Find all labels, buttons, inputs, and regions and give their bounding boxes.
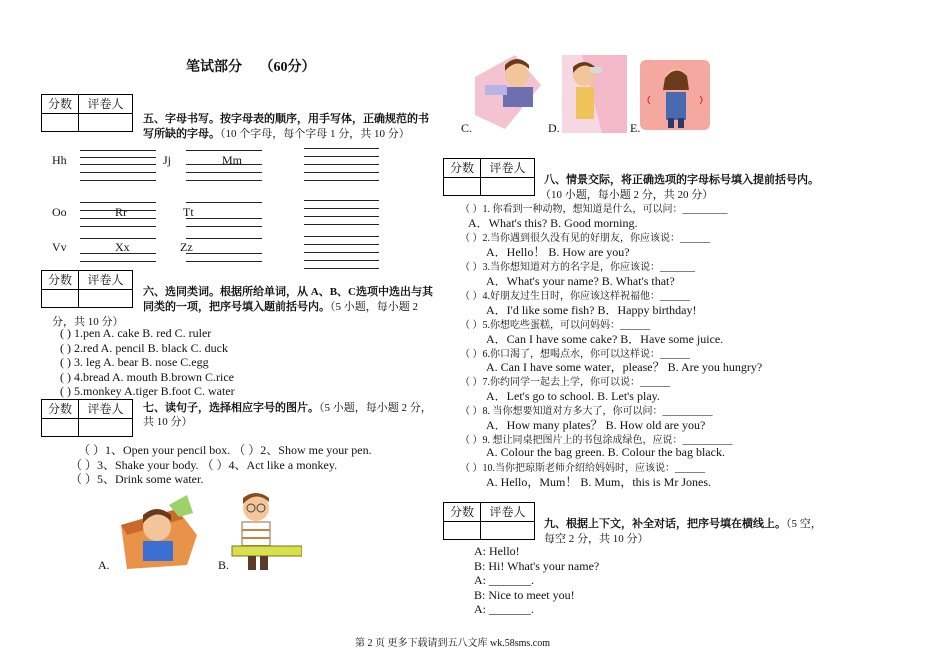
girl-shaking-image (640, 60, 710, 130)
picture-label-e: E. (630, 121, 641, 135)
section-6-note: 同类的一项，把序号填入题前括号内。（5 小题，每小题 2 (143, 301, 418, 313)
section-7-note2: 共 10 分） (143, 416, 193, 428)
section-5-title: 五、字母书写。按字母表的顺序，用手写体，正确规范的书 (143, 113, 429, 125)
question: （ ）2.当你遇到很久没有见的好朋友，你应该说：______ (460, 233, 710, 244)
section-7-line: （ ）3、Shake your body. （ ）4、Act like a monkey. (70, 458, 338, 472)
picture-label-c: C. (461, 121, 473, 135)
picture-label-a: A. (98, 558, 110, 572)
question: （ ）4.好朋友过生日时，你应该这样祝福他：______ (460, 291, 690, 302)
answer-options: A. Colour the bag green. B. Colour the bag black. (486, 445, 725, 459)
letter-xx: Xx (115, 240, 130, 254)
dialogue-line: B: Hi! What's your name? (474, 559, 600, 573)
picture-label-b: B. (218, 558, 230, 572)
answer-options: A．Hello！ B. How are you? (486, 245, 630, 259)
letter-mm: Mm (222, 153, 243, 167)
section-8-title: 八、情景交际，将正确选项的字母标号填入提前括号内。 (544, 174, 819, 186)
dialogue-line: B: Nice to meet you! (474, 588, 575, 602)
dialogue-line: A: Hello! (474, 544, 520, 558)
answer-options: A. Hello，Mum！ B. Mum，this is Mr Jones. (486, 475, 712, 489)
score-box-7: 分数 评卷人 (41, 399, 133, 437)
girl-drinking-image (562, 55, 627, 133)
answer-options: A．I'd like some fish? B．Happy birthday! (486, 303, 697, 317)
answer-options: A．Can I have some cake? B．Have some juice. (486, 332, 724, 346)
letter-zz: Zz (180, 240, 193, 254)
dialogue-line: A: _______. (474, 573, 534, 587)
section-6-title: 六、选同类词。根据所给单词，从 A、B、C选项中选出与其 (143, 286, 433, 298)
boy-pencil-image (230, 490, 302, 572)
letter-vv: Vv (52, 240, 67, 254)
section-9-note2: 每空 2 分，共 10 分） (544, 533, 649, 545)
list-item: ( ) 5.monkey A.tiger B.foot C. water (60, 384, 235, 398)
score-box-6: 分数 评卷人 (41, 270, 133, 308)
list-item: ( ) 3. leg A. bear B. nose C.egg (60, 355, 209, 369)
question: （ ）5.你想吃些蛋糕，可以问妈妈：______ (460, 320, 650, 331)
boy-box-image (117, 495, 199, 571)
question: （ ）9. 想让同桌把图片上的书包涂成绿色，应说：__________ (460, 435, 733, 446)
section-7-line: （ ）1、Open your pencil box. （ ）2、Show me your pen. (78, 443, 372, 457)
page-footer: 第 2 页 更多下载请到五八文库 wk.58sms.com (355, 638, 550, 649)
letter-hh: Hh (52, 153, 67, 167)
question: （ ）10.当你把琼斯老师介绍给妈妈时，应该说：______ (460, 463, 705, 474)
question: （ ）8. 当你想要知道对方多大了，你可以问：__________ (460, 406, 713, 417)
question: （ ）6.你口渴了，想喝点水，你可以这样说：______ (460, 349, 690, 360)
letter-jj: Jj (163, 153, 172, 167)
letter-rr: Rr (115, 205, 127, 219)
section-7-line: （ ）5、Drink some water. (70, 472, 204, 486)
answer-options: A．What's this? B. Good morning. (468, 216, 638, 230)
picture-label-d: D. (548, 121, 560, 135)
list-item: ( ) 2.red A. pencil B. black C. duck (60, 341, 228, 355)
list-item: ( ) 1.pen A. cake B. red C. ruler (60, 326, 212, 340)
answer-options: A．How many plates？ B. How old are you? (486, 418, 706, 432)
section-7-title: 七、读句子，选择相应字号的图片。（5 小题，每小题 2 分， (143, 402, 432, 414)
list-item: ( ) 4.bread A. mouth B.brown C.rice (60, 370, 234, 384)
answer-options: A．What's your name? B. What's that? (486, 274, 675, 288)
score-box-8: 分数 评卷人 (443, 158, 535, 196)
boy-writing-image (475, 55, 545, 132)
question: （ ）1. 你看到一种动物，想知道是什么，可以问：_________ (460, 204, 728, 215)
question: （ ）3.当你想知道对方的名字是，你应该说：_______ (460, 262, 695, 273)
answer-options: A．Let's go to school. B. Let's play. (486, 389, 660, 403)
page-title: 笔试部分 （60分） (186, 60, 316, 75)
section-9-title: 九、根据上下文，补全对话，把序号填在横线上。（5 空， (544, 518, 822, 530)
letter-oo: Oo (52, 205, 67, 219)
section-8-note: （10 小题，每小题 2 分，共 20 分） (540, 189, 714, 201)
question: （ ）7.你约同学一起去上学，你可以说：______ (460, 377, 670, 388)
dialogue-line: A: _______. (474, 602, 534, 616)
answer-options: A. Can I have some water，please？ B. Are you hungry? (486, 360, 763, 374)
letter-tt: Tt (183, 205, 194, 219)
score-box-9: 分数 评卷人 (443, 502, 535, 540)
section-5-note: 写所缺的字母。（10 个字母，每个字母 1 分，共 10 分） (143, 128, 410, 140)
section-6-note2: 分，共 10 分） (52, 316, 124, 328)
score-box-5: 分数 评卷人 (41, 94, 133, 132)
